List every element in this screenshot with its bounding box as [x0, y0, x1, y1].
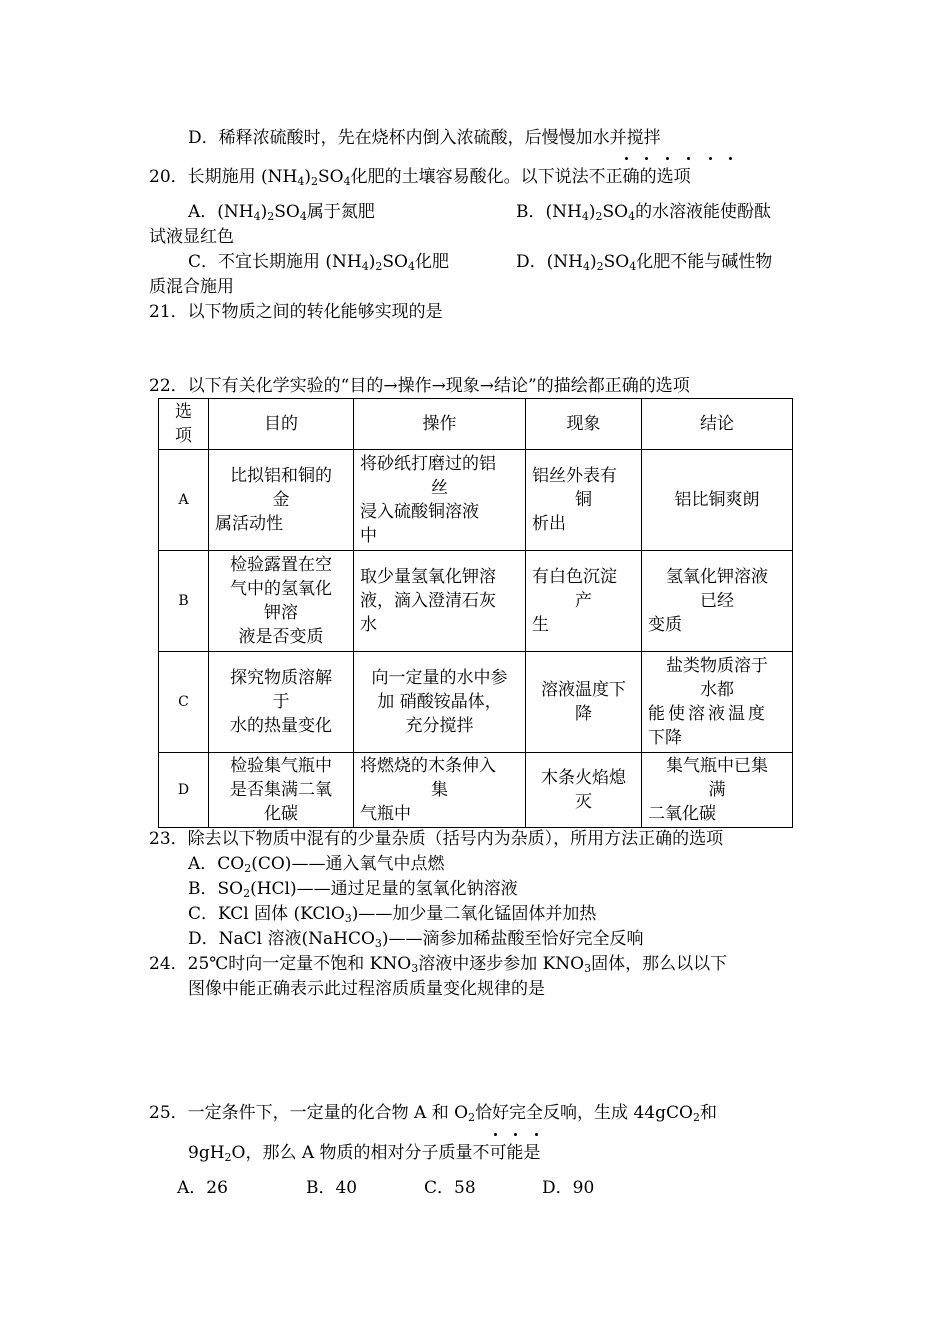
q25-option-d: D．90 [542, 1178, 595, 1198]
table-row [159, 652, 793, 753]
cell-operation: 将砂纸打磨过的铝 丝 浸入硫酸铜溶液 中 [354, 450, 526, 551]
q20-option-c: C．不宜长期施用 $(NH_4)_2SO_4$化肥 [188, 252, 449, 273]
header-option: 选 项 [159, 399, 209, 450]
table-row [159, 450, 793, 551]
header-conclusion: 结论 [642, 399, 793, 450]
row-label: B [159, 551, 209, 652]
row-label: D [159, 753, 209, 828]
q20-stem: 20．长期施用 $(NH_4)_2SO_4$化肥的土壤容易酸化。以下说法不正确的选项 [149, 167, 691, 188]
cell-purpose: 检验集气瓶中 是否集满二氧 化碳 [209, 753, 354, 828]
header-operation: 操作 [354, 399, 526, 450]
cell-operation: 向一定量的水中参 加 硝酸铵晶体， 充分搅拌 [354, 652, 526, 753]
cell-phenomenon: 木条火焰熄 灭 [526, 753, 642, 828]
header-phenomenon: 现象 [526, 399, 642, 450]
q20-option-d-cont: 质混合施用 [149, 277, 234, 297]
q23-option-a: A．$CO_2(CO)——$通入氧气中点燃 [188, 854, 445, 875]
q23-option-c: C．KCl 固体 (KClO$_3$)——加少量二氧化锰固体并加热 [188, 904, 597, 925]
table-row [159, 551, 793, 652]
cell-phenomenon: 有白色沉淀 产 生 [526, 551, 642, 652]
q20-option-d: D．$(NH_4)_2SO_4$化肥不能与碱性物 [516, 252, 773, 273]
q21-stem: 21．以下物质之间的转化能够实现的是 [149, 302, 443, 322]
header-purpose: 目的 [209, 399, 354, 450]
q20-option-b: B．$(NH_4)_2SO_4$的水溶液能使酚酞 [516, 202, 772, 223]
q20-option-a: A．$(NH_4)_2SO_4$属于氮肥 [188, 202, 375, 223]
q24-line2: 图像中能正确表示此过程溶质质量变化规律的是 [188, 979, 545, 999]
emphasis-dots [625, 157, 735, 163]
cell-operation: 将燃烧的木条伸入 集 气瓶中 [354, 753, 526, 828]
q20-option-b-cont: 试液显红色 [149, 227, 234, 247]
cell-phenomenon: 溶液温度下 降 [526, 652, 642, 753]
cell-purpose: 检验露置在空 气中的氢氧化 钾溶 液是否变质 [209, 551, 354, 652]
row-label: C [159, 652, 209, 753]
table-row [159, 753, 793, 828]
cell-conclusion: 铝比铜爽朗 [642, 450, 793, 551]
q25-option-b: B．40 [306, 1178, 358, 1198]
q19-option-d: D．稀释浓硫酸时，先在烧杯内倒入浓硫酸，后慢慢加水并搅拌 [188, 128, 661, 148]
q23-stem: 23．除去以下物质中混有的少量杂质（括号内为杂质），所用方法正确的选项 [149, 829, 724, 849]
cell-conclusion: 集气瓶中已集 满 二氧化碳 [642, 753, 793, 828]
q24-line1: 24．25℃时向一定量不饱和 $KNO_3$溶液中逐步参加 $KNO_3$固体，那么以以下 [149, 954, 728, 975]
cell-operation: 取少量氢氧化钾溶 液，滴入澄清石灰 水 [354, 551, 526, 652]
q25-option-c: C．58 [424, 1178, 476, 1198]
cell-phenomenon: 铝丝外表有 铜 析出 [526, 450, 642, 551]
experiment-table [158, 398, 793, 828]
q23-option-b: B．$SO_2(HCl)——$通过足量的氢氧化钠溶液 [188, 879, 518, 900]
cell-conclusion: 盐类物质溶于 水都 能使溶液温度 下降 [642, 652, 793, 753]
row-label: A [159, 450, 209, 551]
q22-stem: 22．以下有关化学实验的“目的→操作→现象→结论”的描绘都正确的选项 [149, 376, 690, 396]
q25-option-a: A．26 [177, 1178, 228, 1198]
cell-purpose: 比拟铝和铜的 金 属活动性 [209, 450, 354, 551]
q25-line1: 25．一定条件下，一定量的化合物 A 和 $O_2$恰好完全反响，生成 44gCO$_2$和 [149, 1103, 717, 1124]
q25-line2: $9gH_2O$，那么 A 物质的相对分子质量不可能是 [188, 1143, 541, 1164]
cell-conclusion: 氢氧化钾溶液 已经 变质 [642, 551, 793, 652]
cell-purpose: 探究物质溶解 于 水的热量变化 [209, 652, 354, 753]
q23-option-d: D．NaCl 溶液(NaHCO$_3$)——滴参加稀盐酸至恰好完全反响 [188, 929, 644, 950]
table-header-row [159, 399, 793, 450]
emphasis-dots [494, 1133, 544, 1139]
